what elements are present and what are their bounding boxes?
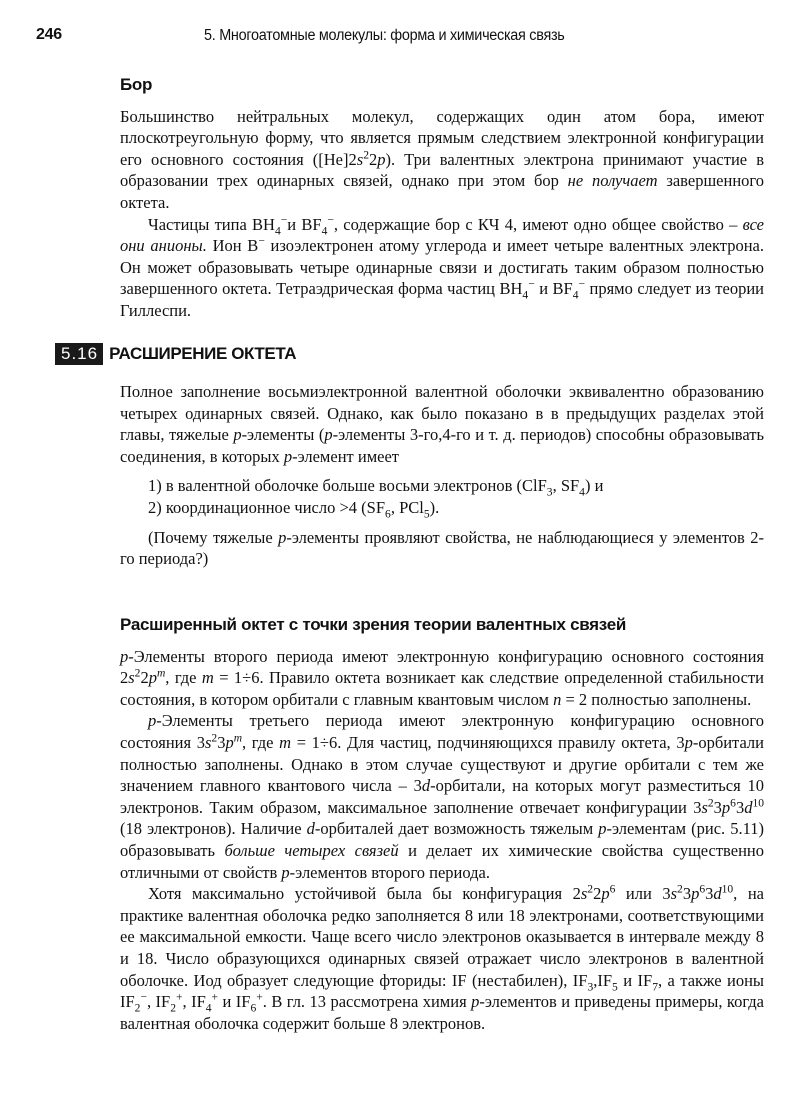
paragraph: Полное заполнение восьмиэлектронной валентной оболочки эквивалентно образованию четырех одинарных связей. Однако, как было показано в в предыдущих разделах этой главы, тяжелые p-элементы (p-элементы 3-го,4-го и т. д. периодов) способны образовывать соединения, в которых p-элемент имеет: [120, 382, 764, 466]
question-paragraph: (Почему тяжелые p-элементы проявляют свойства, не наблюдающиеся у элементов 2-го периода?): [120, 527, 764, 569]
vb-section: [120, 614, 764, 1034]
paragraph: Большинство нейтральных молекул, содержащих один атом бора, имеют плоскотреугольную форму, что является прямым следствием электронной конфигурации его основного состояния $([He]2s^22p)$. Три валентных электрона принимают участие в образовании трех одинарных связей, однако при этом бор не получает завершенного октета.: [120, 106, 764, 212]
section-title: РАСШИРЕНИЕ ОКТЕТА: [109, 344, 297, 363]
page-number: 246: [36, 26, 62, 43]
page-header: [0, 26, 794, 48]
paragraph: p-Элементы третьего периода имеют электронную конфигурацию основного состояния $3s^23p^m$, где m = 1÷6. Для частиц, подчиняющихся правилу октета, 3p-орбитали полностью заполнены. Однако в этом случае существуют и другие орбитали с тем же значением главного квантового числа – 3d-орбитали, на которых могут разместиться 10 электронов. Таким образом, максимальное заполнение отвечает конфигурации $3s^23p^63d^{10}$ (18 электронов). Наличие d-орбиталей дает возможность тяжелым p-элементам (рис. 5.11) образовывать больше четырех связей и делает их химические свойства существенно отличными от свойств p-элементов второго периода.: [120, 711, 764, 882]
section-intro: [120, 381, 764, 570]
bor-section: [120, 74, 764, 322]
paragraph: p-Элементы второго периода имеют электронную конфигурацию основного состояния $2s^22p^m$, где m = 1÷6. Правило октета возникает как следствие определенной стабильности состояния, в котором орбитали с главным квантовым числом n = 2 полностью заполнены.: [120, 646, 765, 709]
running-head: 5. Многоатомные молекулы: форма и химическая связь: [204, 27, 565, 44]
paragraph: Частицы типа $BH_4^-и$ $BF_4^-$, содержащие бор с КЧ 4, имеют одно общее свойство – все они анионы. Ион B− изоэлектронен атому углерода и имеет четыре валентных электрона. Он может образовывать четыре одинарные связи и достигать таким образом полностью завершенного октета. Тетраэдрическая форма частиц $BH_4^-$ и $BF_4^-$ прямо следует из теории Гиллеспи.: [120, 214, 764, 320]
list-item: 2) координационное число >4 ($SF_6$, PCl$_5$).: [148, 497, 440, 521]
list-item: 1) в валентной оболочке больше восьми электронов (ClF$_3$, $SF_4$) и: [148, 476, 604, 499]
list: [120, 475, 764, 521]
section-number-badge: 5.16: [55, 343, 103, 365]
subsection-title-vb: Расширенный октет с точки зрения теории валентных связей: [120, 615, 627, 634]
section-heading: [55, 343, 296, 365]
paragraph: Хотя максимально устойчивой была бы конфигурация $2s^22p^6$ или $3s^23p^63d^{10}$, на практике валентная оболочка редко заполняется 8 или 18 электронами, соответствующими ее максимальной емкости. Чаще всего число электронов оказывается в интервале между 8 и 18. Число образующихся одинарных связей отражает число электронов в валентной оболочке. Иод образует следующие фториды: IF (нестабилен), $IF_3,IF_5$ и $IF_7$, а также ионы $IF_2^-$, $IF_2^+$, $IF_4^+$ и $IF_6^+$. В гл. 13 рассмотрена химия p-элементов и приведены примеры, когда валентная оболочка содержит больше 8 электронов.: [120, 883, 764, 1033]
subsection-title-bor: Бор: [120, 75, 153, 94]
